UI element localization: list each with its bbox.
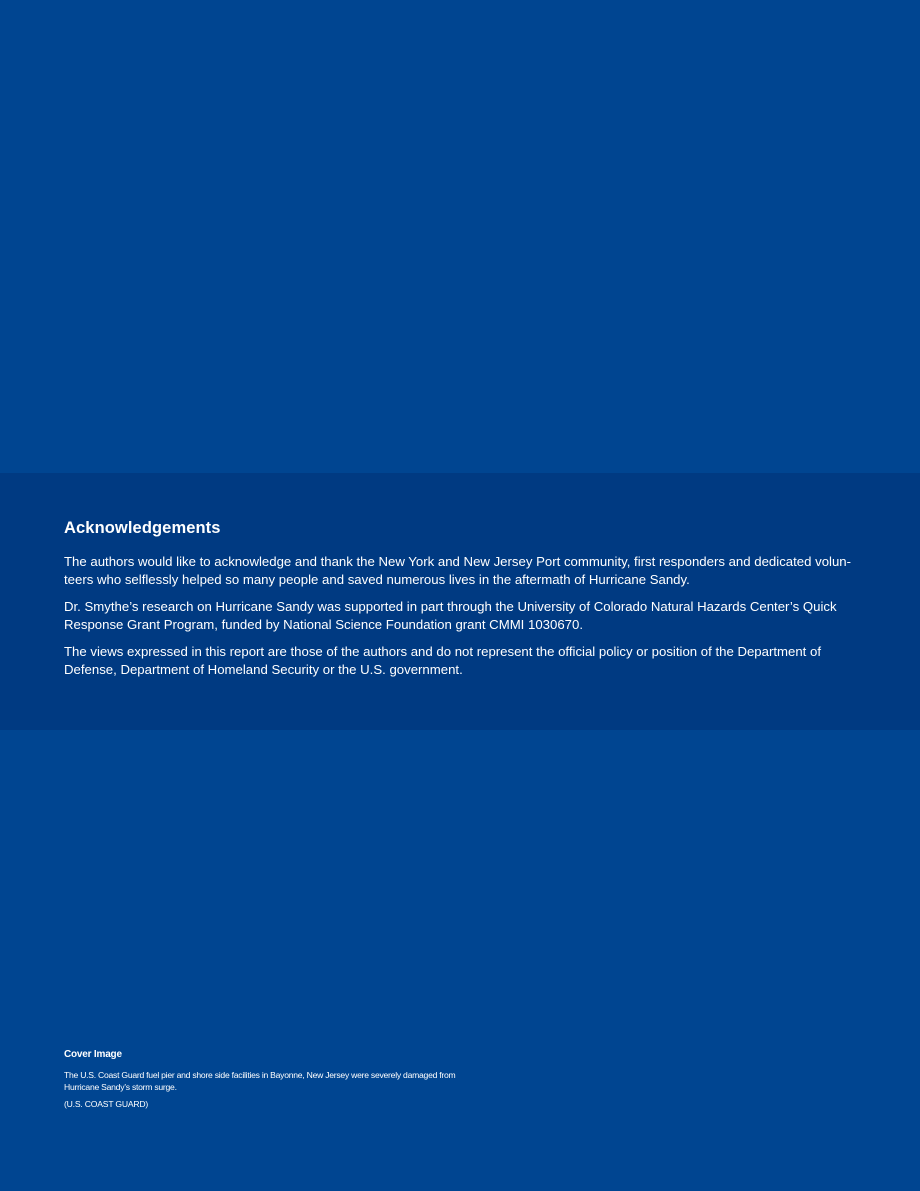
acknowledgements-heading: Acknowledgements <box>64 519 221 537</box>
cover-image-title: Cover Image <box>64 1049 122 1060</box>
cover-image-caption: The U.S. Coast Guard fuel pier and shore side facilities in Bayonne, New Jersey were severely damaged from Hurricane Sandy’s storm surge. <box>64 1070 456 1092</box>
acknowledgements-body <box>64 553 854 688</box>
acknowledgements-paragraph-thanks: The authors would like to acknowledge and thank the New York and New Jersey Port community, first responders and dedicated volunteers who selflessly helped so many people and saved numerous lives in the aftermath of Hurricane Sandy. <box>64 554 852 587</box>
cover-image-credit: (U.S. COAST GUARD) <box>64 1099 149 1109</box>
acknowledgements-paragraph-funding: Dr. Smythe’s research on Hurricane Sandy was supported in part through the University of Colorado Natural Hazards Center’s Quick Response Grant Program, funded by National Science Foundation grant CMMI 1030670. <box>64 599 837 632</box>
cover-image-credit-block <box>64 1048 484 1110</box>
acknowledgements-paragraph-disclaimer: The views expressed in this report are those of the authors and do not represent the official policy or position of the Department of Defense, Department of Homeland Security or the U.S. government. <box>64 644 821 677</box>
